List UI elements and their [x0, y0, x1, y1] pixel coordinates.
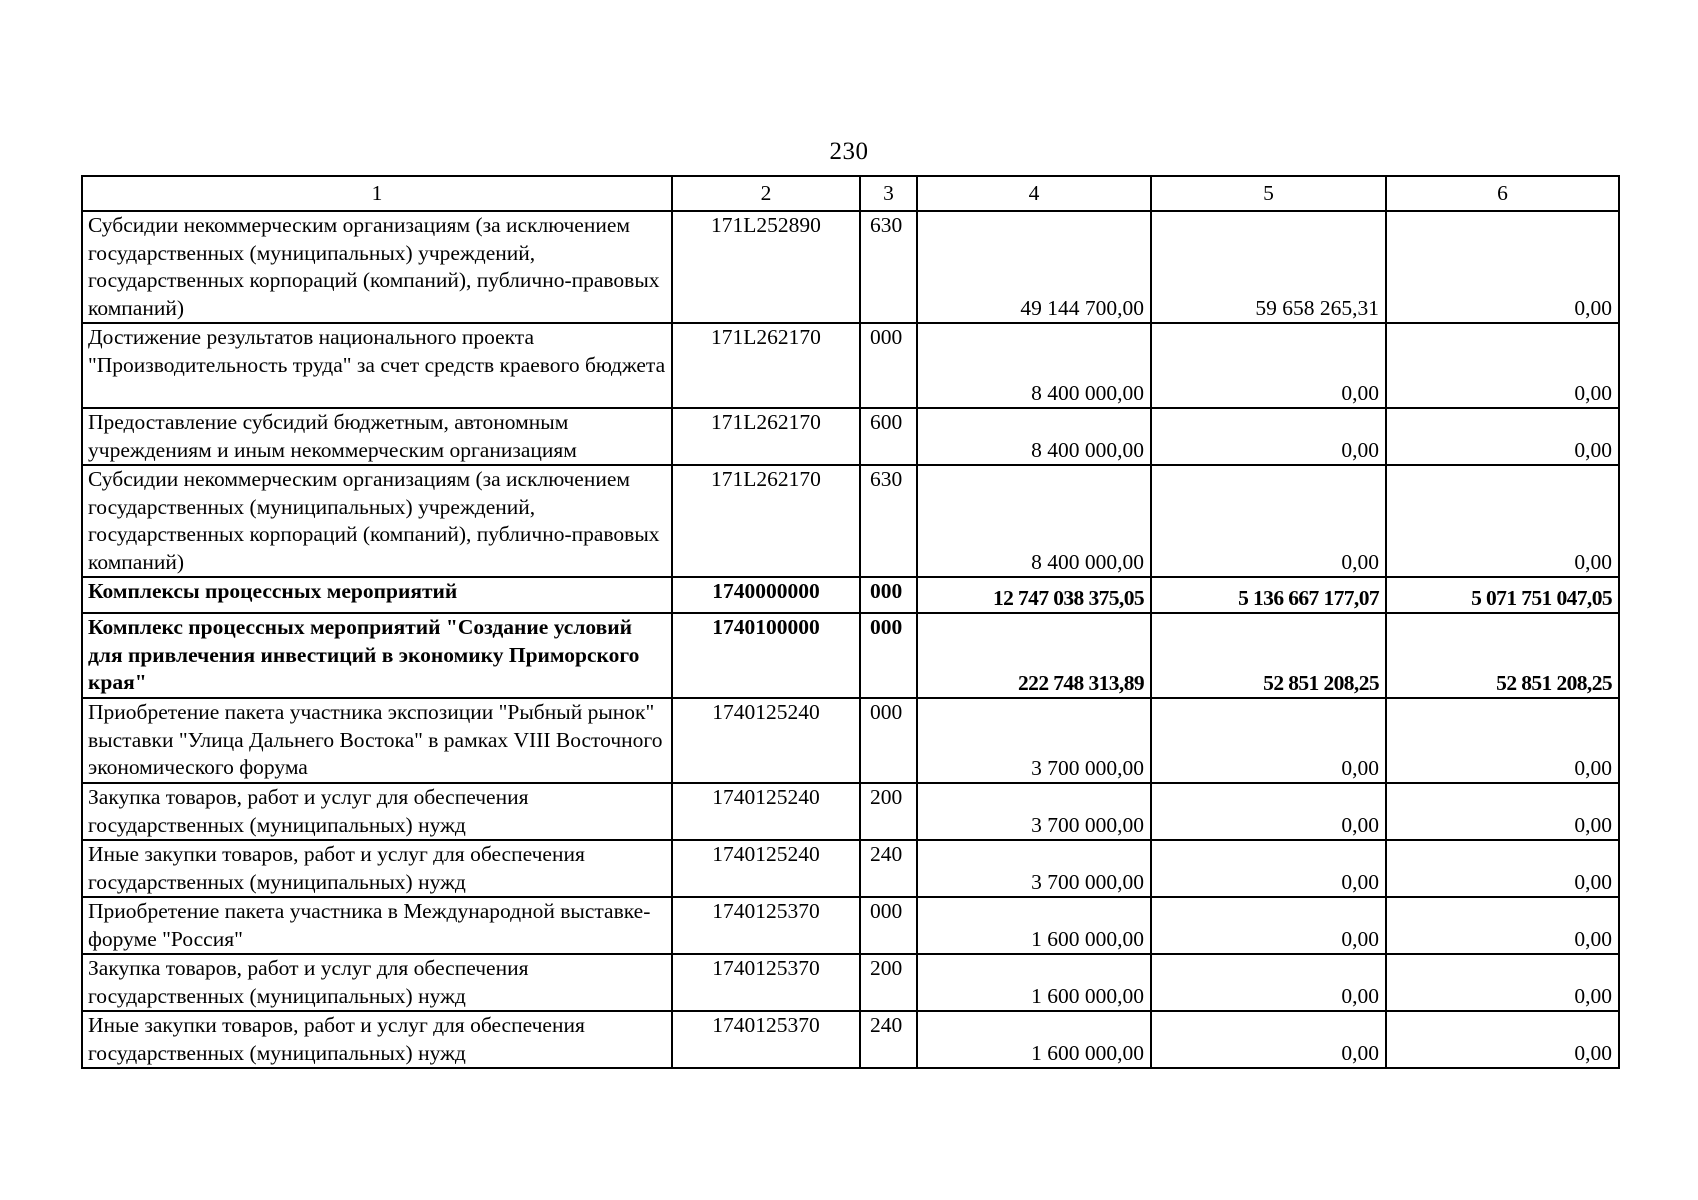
target-code-cell: 1740125240 [672, 840, 860, 897]
table-row [82, 840, 1619, 897]
amount-col5-cell: 5 136 667 177,07 [1151, 577, 1386, 613]
row-name-cell: Субсидии некоммерческим организациям (за исключением государственных (муниципальных) учреждений, государственных корпораций (компаний), публично-правовых компаний) [82, 465, 672, 577]
amount-col4-cell: 1 600 000,00 [917, 954, 1151, 1011]
amount-col5-cell: 0,00 [1151, 954, 1386, 1011]
table-row [82, 323, 1619, 408]
expense-type-cell: 240 [860, 840, 917, 897]
target-code-cell: 1740125370 [672, 1011, 860, 1068]
amount-col6-cell: 0,00 [1386, 211, 1619, 323]
amount-col5-cell: 0,00 [1151, 408, 1386, 465]
expense-type-cell: 000 [860, 897, 917, 954]
table-row [82, 897, 1619, 954]
amount-col5-cell: 0,00 [1151, 698, 1386, 783]
amount-col5-cell: 0,00 [1151, 897, 1386, 954]
table-header-row [82, 176, 1619, 211]
table-row [82, 465, 1619, 577]
table-row [82, 613, 1619, 698]
amount-col4-cell: 8 400 000,00 [917, 408, 1151, 465]
expense-type-cell: 000 [860, 323, 917, 408]
budget-table [81, 175, 1620, 1069]
row-name-cell: Иные закупки товаров, работ и услуг для обеспечения государственных (муниципальных) нужд [82, 1011, 672, 1068]
column-header: 2 [672, 176, 860, 211]
target-code-cell: 171L262170 [672, 465, 860, 577]
amount-col4-cell: 3 700 000,00 [917, 783, 1151, 840]
column-header: 4 [917, 176, 1151, 211]
target-code-cell: 171L252890 [672, 211, 860, 323]
amount-col5-cell: 0,00 [1151, 465, 1386, 577]
amount-col6-cell: 52 851 208,25 [1386, 613, 1619, 698]
expense-type-cell: 600 [860, 408, 917, 465]
amount-col5-cell: 0,00 [1151, 323, 1386, 408]
amount-col6-cell: 5 071 751 047,05 [1386, 577, 1619, 613]
row-name-cell: Закупка товаров, работ и услуг для обеспечения государственных (муниципальных) нужд [82, 954, 672, 1011]
expense-type-cell: 240 [860, 1011, 917, 1068]
target-code-cell: 1740125240 [672, 698, 860, 783]
amount-col6-cell: 0,00 [1386, 465, 1619, 577]
expense-type-cell: 200 [860, 954, 917, 1011]
column-header: 6 [1386, 176, 1619, 211]
amount-col5-cell: 52 851 208,25 [1151, 613, 1386, 698]
row-name-cell: Субсидии некоммерческим организациям (за исключением государственных (муниципальных) учреждений, государственных корпораций (компаний), публично-правовых компаний) [82, 211, 672, 323]
amount-col4-cell: 8 400 000,00 [917, 323, 1151, 408]
target-code-cell: 1740125370 [672, 897, 860, 954]
amount-col6-cell: 0,00 [1386, 323, 1619, 408]
amount-col4-cell: 222 748 313,89 [917, 613, 1151, 698]
amount-col4-cell: 12 747 038 375,05 [917, 577, 1151, 613]
expense-type-cell: 000 [860, 577, 917, 613]
amount-col5-cell: 0,00 [1151, 840, 1386, 897]
table-row [82, 783, 1619, 840]
column-header: 5 [1151, 176, 1386, 211]
target-code-cell: 1740125370 [672, 954, 860, 1011]
amount-col5-cell: 0,00 [1151, 1011, 1386, 1068]
row-name-cell: Достижение результатов национального проекта "Производительность труда" за счет средств краевого бюджета [82, 323, 672, 408]
amount-col6-cell: 0,00 [1386, 408, 1619, 465]
amount-col6-cell: 0,00 [1386, 698, 1619, 783]
amount-col5-cell: 59 658 265,31 [1151, 211, 1386, 323]
row-name-cell: Приобретение пакета участника в Международной выставке-форуме "Россия" [82, 897, 672, 954]
target-code-cell: 1740125240 [672, 783, 860, 840]
page-number: 230 [829, 138, 869, 165]
amount-col4-cell: 3 700 000,00 [917, 698, 1151, 783]
target-code-cell: 1740100000 [672, 613, 860, 698]
row-name-cell: Комплексы процессных мероприятий [82, 577, 672, 613]
amount-col6-cell: 0,00 [1386, 897, 1619, 954]
amount-col4-cell: 49 144 700,00 [917, 211, 1151, 323]
column-header: 1 [82, 176, 672, 211]
amount-col4-cell: 1 600 000,00 [917, 897, 1151, 954]
target-code-cell: 1740000000 [672, 577, 860, 613]
row-name-cell: Закупка товаров, работ и услуг для обеспечения государственных (муниципальных) нужд [82, 783, 672, 840]
amount-col6-cell: 0,00 [1386, 954, 1619, 1011]
expense-type-cell: 630 [860, 211, 917, 323]
amount-col6-cell: 0,00 [1386, 1011, 1619, 1068]
target-code-cell: 171L262170 [672, 323, 860, 408]
amount-col5-cell: 0,00 [1151, 783, 1386, 840]
row-name-cell: Иные закупки товаров, работ и услуг для обеспечения государственных (муниципальных) нужд [82, 840, 672, 897]
column-header: 3 [860, 176, 917, 211]
expense-type-cell: 200 [860, 783, 917, 840]
target-code-cell: 171L262170 [672, 408, 860, 465]
amount-col4-cell: 1 600 000,00 [917, 1011, 1151, 1068]
row-name-cell: Приобретение пакета участника экспозиции "Рыбный рынок" выставки "Улица Дальнего Востока" в рамках VIII Восточного экономического форума [82, 698, 672, 783]
table-row [82, 408, 1619, 465]
expense-type-cell: 000 [860, 698, 917, 783]
table-row [82, 211, 1619, 323]
amount-col6-cell: 0,00 [1386, 840, 1619, 897]
row-name-cell: Комплекс процессных мероприятий "Создание условий для привлечения инвестиций в экономику Приморского края" [82, 613, 672, 698]
table-row [82, 954, 1619, 1011]
expense-type-cell: 000 [860, 613, 917, 698]
table-row [82, 577, 1619, 613]
row-name-cell: Предоставление субсидий бюджетным, автономным учреждениям и иным некоммерческим организациям [82, 408, 672, 465]
table-row [82, 698, 1619, 783]
amount-col4-cell: 8 400 000,00 [917, 465, 1151, 577]
amount-col4-cell: 3 700 000,00 [917, 840, 1151, 897]
table-row [82, 1011, 1619, 1068]
expense-type-cell: 630 [860, 465, 917, 577]
amount-col6-cell: 0,00 [1386, 783, 1619, 840]
